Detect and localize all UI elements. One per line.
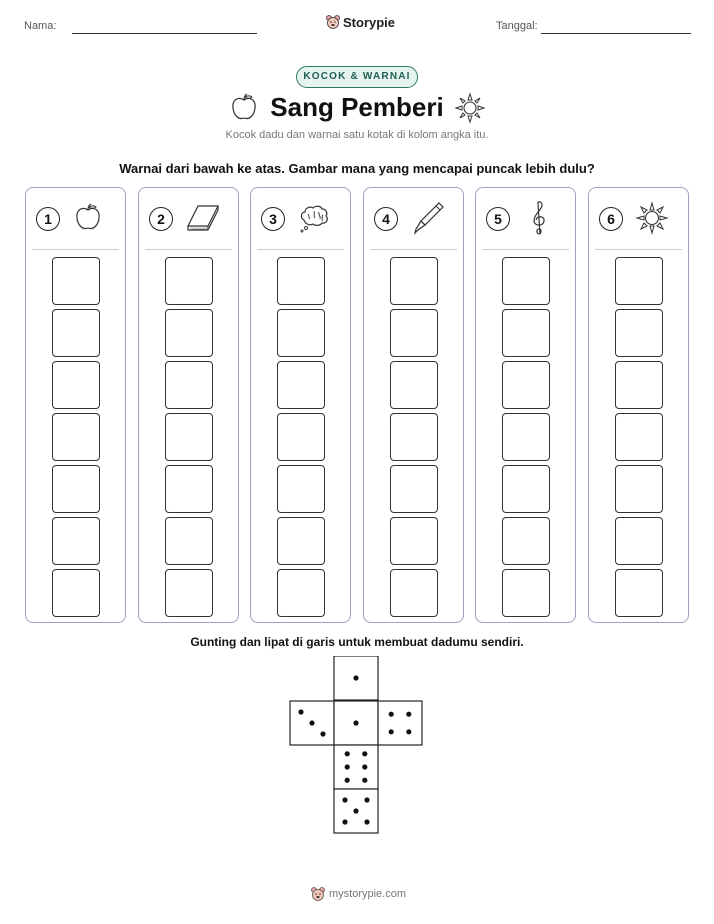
- sun-icon: [634, 200, 670, 236]
- dice-pip: [353, 675, 358, 680]
- color-box[interactable]: [52, 257, 100, 305]
- column-divider: [482, 249, 569, 250]
- color-box[interactable]: [277, 413, 325, 461]
- dice-pip: [362, 764, 367, 769]
- column-divider: [145, 249, 232, 250]
- sun-icon: [454, 92, 486, 124]
- color-box[interactable]: [165, 309, 213, 357]
- dice-pip: [342, 797, 347, 802]
- column-6: [588, 187, 689, 623]
- column-divider: [370, 249, 457, 250]
- dice-pip: [364, 819, 369, 824]
- column-number: 1: [36, 207, 60, 231]
- date-label: Tanggal:: [496, 20, 538, 32]
- dice-pip: [389, 712, 394, 717]
- name-line: [72, 33, 257, 34]
- color-box[interactable]: [52, 517, 100, 565]
- color-box[interactable]: [502, 257, 550, 305]
- dice-face-left: [290, 701, 334, 745]
- dice-pip: [406, 712, 411, 717]
- dice-face-below: [334, 745, 378, 789]
- date-line: [541, 33, 691, 34]
- fountain-pen-icon: [409, 200, 445, 236]
- activity-tag: KOCOK & WARNAI: [296, 66, 418, 88]
- color-box[interactable]: [390, 413, 438, 461]
- color-box[interactable]: [502, 361, 550, 409]
- color-box[interactable]: [52, 465, 100, 513]
- dice-pip: [353, 808, 358, 813]
- dice-pip: [362, 778, 367, 783]
- dice-face-right: [378, 701, 422, 745]
- column-4: [363, 187, 464, 623]
- dice-pip: [320, 731, 325, 736]
- color-box[interactable]: [615, 569, 663, 617]
- dice-pip: [364, 797, 369, 802]
- dice-pip: [406, 729, 411, 734]
- color-box[interactable]: [165, 569, 213, 617]
- color-box[interactable]: [277, 517, 325, 565]
- dice-face-bottom: [334, 789, 378, 833]
- page-title: Sang Pemberi: [270, 92, 444, 122]
- color-box[interactable]: [502, 517, 550, 565]
- footer: [310, 886, 420, 904]
- color-box[interactable]: [615, 257, 663, 305]
- column-number: 3: [261, 207, 285, 231]
- color-box[interactable]: [165, 465, 213, 513]
- color-box[interactable]: [277, 257, 325, 305]
- color-box[interactable]: [390, 517, 438, 565]
- dice-pip: [345, 751, 350, 756]
- column-number: 5: [486, 207, 510, 231]
- color-box[interactable]: [390, 465, 438, 513]
- dice-face-top: [334, 656, 378, 700]
- apple-icon: [229, 92, 259, 122]
- column-divider: [257, 249, 344, 250]
- color-box[interactable]: [52, 361, 100, 409]
- color-box[interactable]: [502, 413, 550, 461]
- color-box[interactable]: [277, 309, 325, 357]
- brand-logo: [325, 13, 395, 33]
- color-box[interactable]: [390, 361, 438, 409]
- dice-pip: [342, 819, 347, 824]
- color-box[interactable]: [502, 569, 550, 617]
- color-box[interactable]: [390, 257, 438, 305]
- color-box[interactable]: [615, 465, 663, 513]
- apple-icon: [71, 200, 107, 236]
- subtitle: Kocok dadu dan warnai satu kotak di kolom angka itu.: [225, 129, 489, 141]
- dice-pip: [353, 720, 358, 725]
- bear-icon: [325, 14, 341, 30]
- color-box[interactable]: [615, 309, 663, 357]
- color-box[interactable]: [165, 361, 213, 409]
- column-3: [250, 187, 351, 623]
- color-box[interactable]: [277, 361, 325, 409]
- color-box[interactable]: [277, 569, 325, 617]
- dice-pip: [389, 729, 394, 734]
- footer-url: mystorypie.com: [329, 888, 407, 900]
- column-2: [138, 187, 239, 623]
- brain-icon: [296, 200, 332, 236]
- dice-pip: [345, 778, 350, 783]
- dice-face-center: [334, 701, 378, 745]
- color-box[interactable]: [165, 517, 213, 565]
- dice-pip: [298, 709, 303, 714]
- column-divider: [32, 249, 119, 250]
- dice-instruction: Gunting dan lipat di garis untuk membuat dadumu sendiri.: [190, 635, 524, 649]
- color-box[interactable]: [52, 569, 100, 617]
- color-box[interactable]: [165, 413, 213, 461]
- color-box[interactable]: [277, 465, 325, 513]
- color-box[interactable]: [52, 413, 100, 461]
- column-1: [25, 187, 126, 623]
- color-box[interactable]: [615, 517, 663, 565]
- dice-pip: [362, 751, 367, 756]
- color-box[interactable]: [502, 465, 550, 513]
- column-number: 6: [599, 207, 623, 231]
- dice-net: [289, 656, 425, 836]
- column-number: 2: [149, 207, 173, 231]
- bear-icon: [310, 886, 326, 902]
- color-box[interactable]: [390, 309, 438, 357]
- column-divider: [595, 249, 682, 250]
- name-label: Nama:: [24, 20, 57, 32]
- color-box[interactable]: [615, 413, 663, 461]
- color-box[interactable]: [502, 309, 550, 357]
- column-number: 4: [374, 207, 398, 231]
- brand-name: Storypie: [343, 15, 396, 30]
- color-box[interactable]: [165, 257, 213, 305]
- dice-pip: [345, 764, 350, 769]
- column-5: [475, 187, 576, 623]
- book-icon: [184, 200, 220, 236]
- treble-clef-icon: [521, 200, 557, 236]
- color-box[interactable]: [52, 309, 100, 357]
- dice-pip: [309, 720, 314, 725]
- color-box[interactable]: [615, 361, 663, 409]
- color-instruction: Warnai dari bawah ke atas. Gambar mana yang mencapai puncak lebih dulu?: [119, 161, 595, 176]
- color-box[interactable]: [390, 569, 438, 617]
